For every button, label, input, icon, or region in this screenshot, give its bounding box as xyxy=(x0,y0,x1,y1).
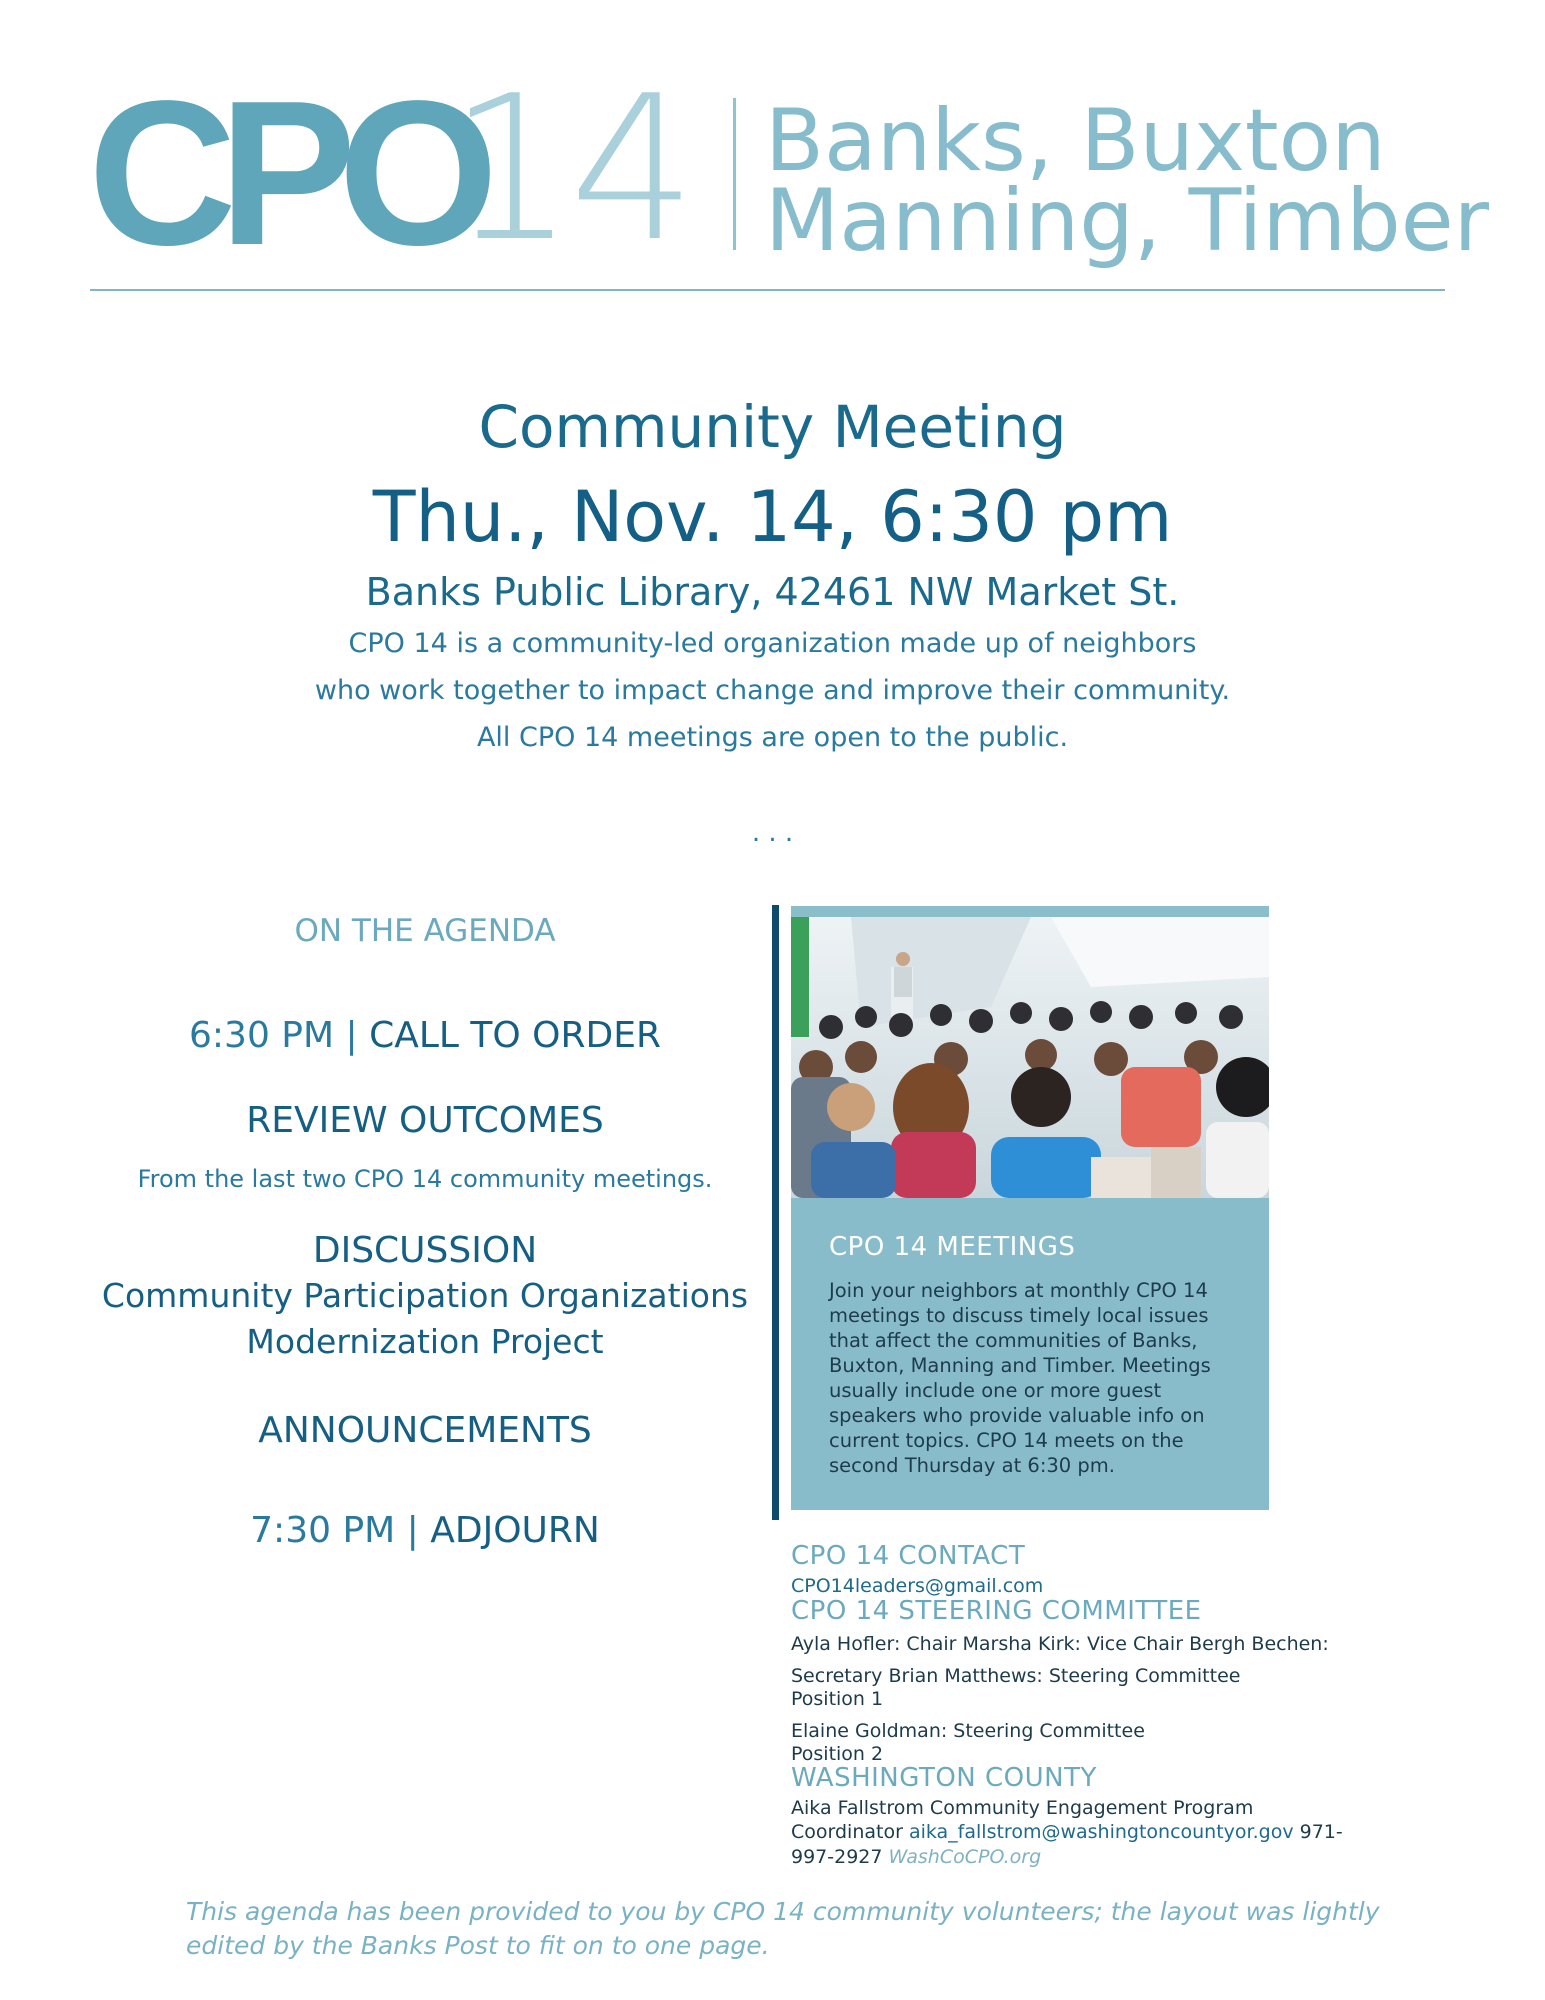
steering-member-line: Secretary Brian Matthews: Steering Committee xyxy=(791,1665,1241,1687)
meeting-photo xyxy=(791,917,1269,1198)
meetings-info-box xyxy=(791,1198,1269,1510)
agenda-time: 6:30 PM | xyxy=(189,1015,370,1056)
meetings-info-text: Join your neighbors at monthly CPO 14 meetings to discuss timely local issues that affect the communities of Banks, Buxton, Manning and Timber. Meetings usually include one or more guest speakers who provide valuable info on current topics. CPO 14 meets on the second Thursday at 6:30 pm. xyxy=(829,1279,1211,1477)
steering-member-line: Position 1 xyxy=(791,1688,884,1710)
communities-line-2: Manning, Timber xyxy=(765,171,1489,271)
event-location: Banks Public Library, 42461 NW Market St. xyxy=(365,570,1180,614)
meetings-info-title: CPO 14 MEETINGS xyxy=(829,1232,1076,1262)
logo-cpo-number: 14 xyxy=(448,53,691,286)
communities-line-1: Banks, Buxton xyxy=(765,91,1386,191)
county-contact-line: Aika Fallstrom Community Engagement Program xyxy=(791,1797,1254,1819)
steering-member-line: Elaine Goldman: Steering Committee xyxy=(791,1720,1145,1742)
county-heading: WASHINGTON COUNTY xyxy=(791,1763,1097,1793)
county-email-link[interactable]: aika_fallstrom@washingtoncountyor.gov xyxy=(908,1821,1294,1843)
agenda-time: 7:30 PM | xyxy=(250,1510,431,1551)
steering-member-line: Position 2 xyxy=(791,1743,884,1765)
agenda-discussion-subtitle: Community Participation Organizations xyxy=(101,1276,749,1315)
agenda-item-call-to-order xyxy=(60,1015,790,1056)
event-description-line: who work together to impact change and improve their community. xyxy=(314,675,1231,706)
agenda-item-note: From the last two CPO 14 community meetings. xyxy=(137,1165,713,1193)
agenda-title: ADJOURN xyxy=(430,1510,600,1551)
agenda-discussion-subtitle: Modernization Project xyxy=(246,1322,604,1361)
section-separator: . . . xyxy=(751,818,794,848)
agenda-item-review-outcomes: REVIEW OUTCOMES xyxy=(246,1100,604,1141)
county-contact-line xyxy=(791,1845,1041,1869)
county-phone: 997-2927 xyxy=(791,1846,889,1868)
steering-member-line: Ayla Hofler: Chair Marsha Kirk: Vice Chair Bergh Bechen: xyxy=(791,1633,1329,1655)
county-coordinator-label: Coordinator xyxy=(791,1821,909,1843)
photo-top-accent xyxy=(791,906,1269,917)
footer-note: This agenda has been provided to you by CPO 14 community volunteers; the layout was lightly edited by the Banks Post to fit on to one page. xyxy=(186,1897,1380,1960)
steering-heading: CPO 14 STEERING COMMITTEE xyxy=(791,1596,1202,1626)
county-website-link[interactable]: WashCoCPO.org xyxy=(888,1846,1042,1868)
contact-heading: CPO 14 CONTACT xyxy=(791,1541,1026,1571)
agenda-heading: ON THE AGENDA xyxy=(294,913,556,949)
column-divider-bar xyxy=(772,905,779,1520)
agenda-item-announcements: ANNOUNCEMENTS xyxy=(258,1410,592,1451)
contact-email-link[interactable]: CPO14leaders@gmail.com xyxy=(791,1575,1044,1597)
agenda-title: CALL TO ORDER xyxy=(369,1015,661,1056)
logo-cpo-letters: CPO xyxy=(88,58,481,288)
event-title: Community Meeting xyxy=(478,393,1067,461)
header-divider xyxy=(733,98,736,250)
agenda-item-adjourn xyxy=(60,1510,790,1551)
event-date: Thu., Nov. 14, 6:30 pm xyxy=(372,476,1173,558)
agenda-item-discussion: DISCUSSION xyxy=(312,1230,538,1271)
county-phone: 971- xyxy=(1293,1821,1343,1843)
event-description-line: All CPO 14 meetings are open to the public. xyxy=(476,722,1069,753)
event-description-line: CPO 14 is a community-led organization made up of neighbors xyxy=(348,628,1197,659)
header-rule xyxy=(90,289,1445,291)
county-contact-line xyxy=(791,1820,1343,1844)
